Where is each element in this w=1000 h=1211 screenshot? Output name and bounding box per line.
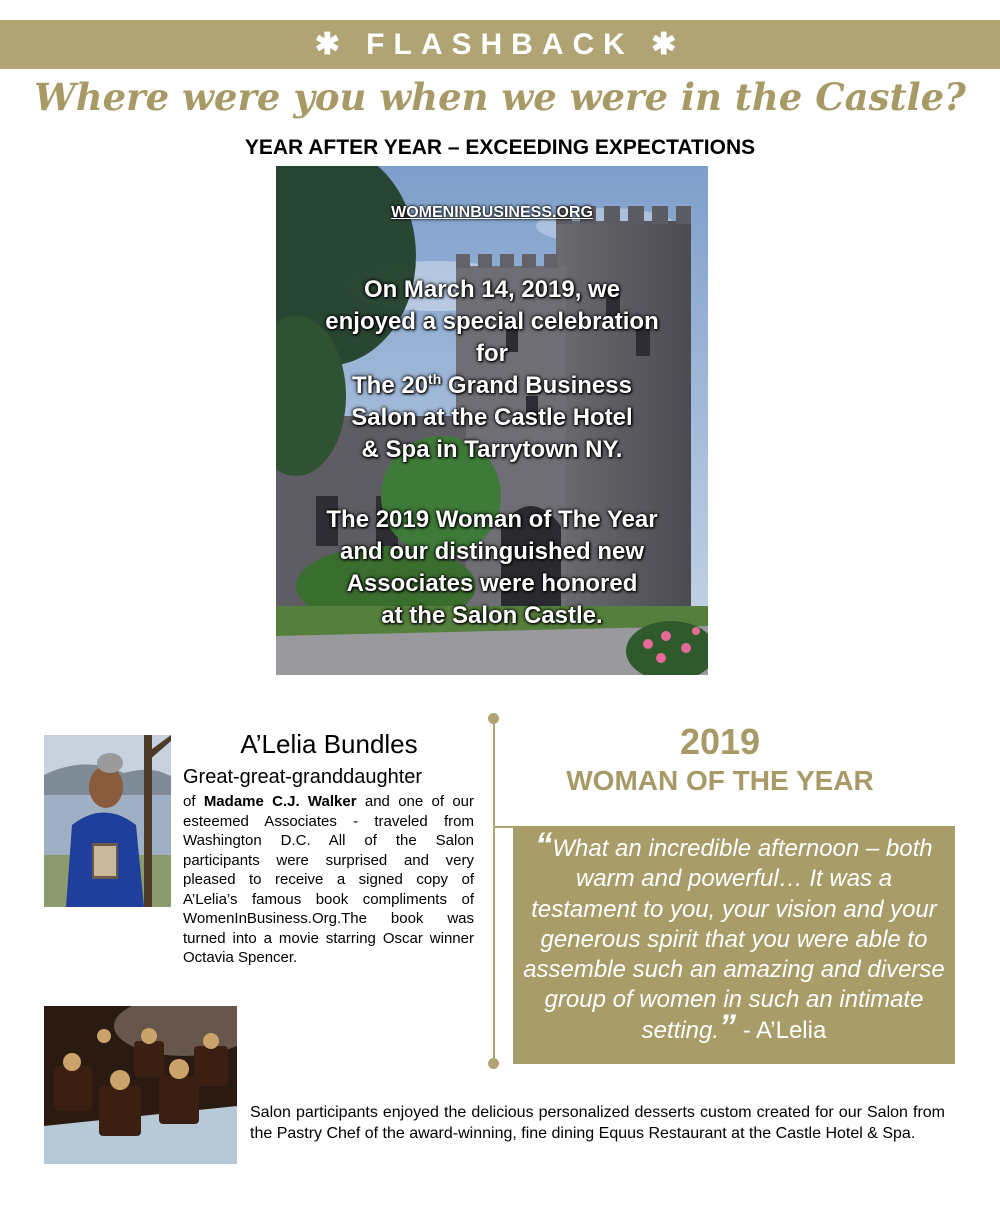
testimonial-quote bbox=[523, 826, 945, 1046]
award-title: WOMAN OF THE YEAR bbox=[566, 765, 874, 796]
hero-line: On March 14, 2019, we bbox=[363, 276, 621, 303]
timeline-dot-top bbox=[488, 713, 499, 724]
testimonial-quote-box bbox=[513, 826, 955, 1064]
bio-rest: and one of our esteemed Associates - traveled from Washington D.C. All of the Salon participants were surprised and very pleased to receive a signed copy of A’Lelia’s famous book compliments of WomenInBusiness.Org.The book was turned into a movie starring Oscar winner Octavia Spencer. bbox=[183, 793, 475, 966]
bio-lead: Great-great-granddaughter bbox=[183, 766, 423, 788]
website-link[interactable]: WOMENINBUSINESS.ORG bbox=[391, 204, 593, 221]
paragraph-gap bbox=[282, 466, 702, 504]
bio-prefix: of bbox=[183, 793, 204, 810]
dessert-caption: Salon participants enjoyed the delicious personalized desserts custom created for our Salon from the Pastry Chef of the award-winning, fine dining Equus Restaurant at the Castle Hotel & Spa. bbox=[250, 1104, 945, 1142]
ordinal-suffix: th bbox=[428, 371, 442, 387]
page-subtitle: YEAR AFTER YEAR – EXCEEDING EXPECTATIONS bbox=[244, 136, 756, 159]
quote-attribution: - A’Lelia bbox=[736, 1016, 827, 1044]
hero-announcement bbox=[282, 274, 702, 632]
hero-line: The 2019 Woman of The Year bbox=[326, 506, 658, 533]
close-quote-mark: ” bbox=[719, 1007, 737, 1046]
bio-name: A’Lelia Bundles bbox=[240, 729, 418, 759]
castle-hero-image bbox=[276, 166, 708, 675]
hero-line: and our distinguished new bbox=[339, 538, 644, 565]
hero-line: & Spa in Tarrytown NY. bbox=[361, 436, 623, 463]
quote-body: What an incredible afternoon – both warm and powerful… It was a testament to you, your vision and your generous spirit that you were able to assemble such an amazing and diverse group of women in such an intimate setting. bbox=[523, 835, 945, 1044]
banner-label: FLASHBACK bbox=[366, 28, 634, 61]
connector-line bbox=[493, 826, 515, 828]
timeline-dot-bottom bbox=[488, 1058, 499, 1069]
hero-line: enjoyed a special celebration bbox=[325, 308, 659, 335]
flashback-banner bbox=[0, 20, 1000, 69]
hero-line bbox=[282, 370, 702, 402]
hero-line: Associates were honored bbox=[346, 570, 638, 597]
alelia-portrait-photo bbox=[44, 735, 171, 907]
asterisk-icon: ✱ bbox=[651, 28, 686, 61]
hero-line-part: The 20 bbox=[352, 372, 429, 399]
hero-line: for bbox=[476, 340, 508, 367]
bio-body bbox=[183, 792, 474, 968]
award-year: 2019 bbox=[679, 721, 761, 762]
hero-line: at the Salon Castle. bbox=[381, 602, 603, 629]
open-quote-mark: “ bbox=[535, 826, 553, 864]
bio-bold-name: Madame C.J. Walker bbox=[203, 793, 357, 810]
hero-line: Salon at the Castle Hotel bbox=[351, 404, 633, 431]
asterisk-icon: ✱ bbox=[314, 28, 349, 61]
page-title: Where were you when we were in the Castle? bbox=[34, 75, 966, 119]
desserts-photo bbox=[44, 1006, 237, 1164]
hero-line-part: Grand Business bbox=[441, 372, 632, 399]
timeline-divider bbox=[493, 718, 495, 1064]
